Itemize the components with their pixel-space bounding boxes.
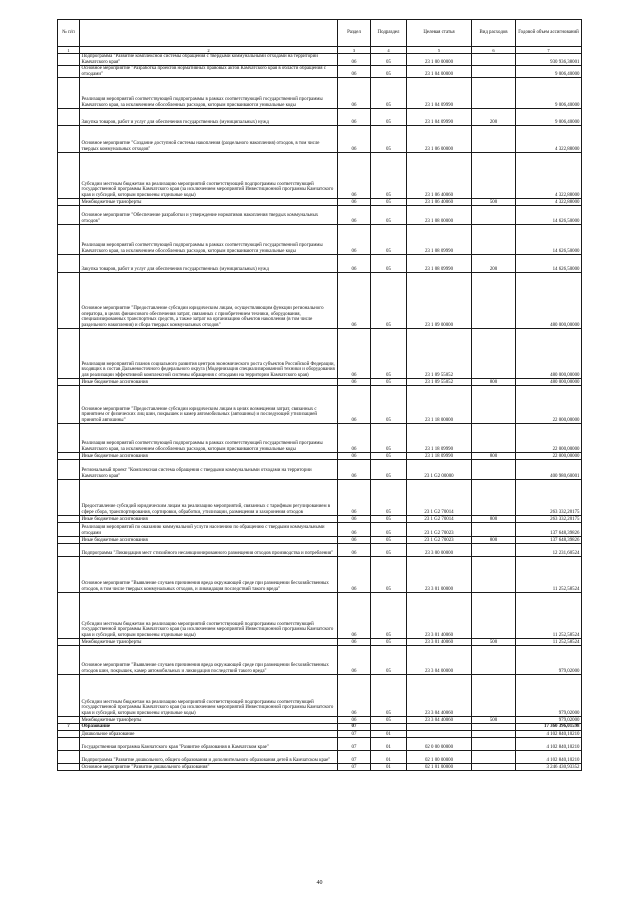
row-expense-type — [472, 460, 516, 480]
row-number — [58, 516, 80, 523]
row-razdel: 06 — [338, 153, 371, 199]
row-name: Основное мероприятие "Разработка проектов нормативных правовых актов Камчатского края в области обращения с отходами" — [80, 66, 338, 78]
row-amount: 979,02000 — [516, 675, 582, 717]
header-num: № п/п — [58, 20, 80, 47]
row-podrazdel — [371, 724, 407, 731]
row-target-article: 23 1 08 09990 — [407, 255, 472, 273]
row-razdel: 06 — [338, 639, 371, 646]
table-row — [58, 273, 582, 329]
table-row — [58, 717, 582, 724]
row-podrazdel: 01 — [371, 751, 407, 764]
row-podrazdel: 05 — [371, 255, 407, 273]
row-target-article: 23 3 04 40060 — [407, 717, 472, 724]
row-expense-type — [472, 751, 516, 764]
row-razdel: 06 — [338, 126, 371, 153]
row-podrazdel: 05 — [371, 537, 407, 544]
row-expense-type — [472, 557, 516, 593]
row-number — [58, 153, 80, 199]
table-row — [58, 460, 582, 480]
table-row — [58, 199, 582, 206]
table-row — [58, 537, 582, 544]
row-name: Государственная программа Камчатского края "Развитие образования в Камчатском крае" — [80, 738, 338, 751]
row-razdel: 06 — [338, 593, 371, 639]
row-razdel: 06 — [338, 453, 371, 460]
table-row — [58, 453, 582, 460]
row-target-article: 23 1 G2 70023 — [407, 523, 472, 537]
row-name: Основное мероприятие "Предоставление субсидии юридическим лицам, осуществляющим функции регионального оператора, в целях финансового обеспечения затрат, связанных с приобретением техники, оборудования, специализированных транспортных средств, а также затрат на организацию объектов накопления (в том числе раздельного накопления) и сбора твердых коммунальных отходов" — [80, 273, 338, 329]
row-podrazdel: 05 — [371, 523, 407, 537]
header-expense-type: Вид расходов — [472, 20, 516, 47]
row-amount: 4 102 840,10210 — [516, 731, 582, 738]
table-row — [58, 126, 582, 153]
row-target-article: 23 1 06 40060 — [407, 153, 472, 199]
row-expense-type — [472, 126, 516, 153]
row-razdel: 07 — [338, 751, 371, 764]
row-expense-type — [472, 206, 516, 225]
row-podrazdel: 05 — [371, 593, 407, 639]
row-target-article: 02 1 00 00000 — [407, 751, 472, 764]
row-name: Предоставление субсидий юридическим лицам на реализацию мероприятий, связанных с тарифным регулированием в сфере сбора, транспортирования, сортировки, обработки, утилизации, размещения и захоронения отходов — [80, 480, 338, 516]
row-number — [58, 537, 80, 544]
header-razdel: Раздел — [338, 20, 371, 47]
row-number — [58, 675, 80, 717]
row-target-article: 23 1 00 00000 — [407, 54, 472, 66]
row-name: Субсидии местным бюджетам на реализацию мероприятий соответствующей подпрограммы соответствующей государственной программы Камчатского края (за исключением мероприятий Инвестиционной программы Камчатского края и субсидий, которым присвоены отдельные коды) — [80, 153, 338, 199]
row-podrazdel: 05 — [371, 544, 407, 557]
row-podrazdel: 05 — [371, 480, 407, 516]
row-amount: 3 246 430,93352 — [516, 764, 582, 771]
row-podrazdel: 05 — [371, 639, 407, 646]
row-name: Основное мероприятие "Обеспечение разработки и утверждение нормативов накопления твердых коммунальных отходов" — [80, 206, 338, 225]
column-index: 7 — [516, 47, 582, 54]
row-name: Основное мероприятие "Развитие дошкольного образования" — [80, 764, 338, 771]
row-target-article: 23 3 01 40060 — [407, 593, 472, 639]
row-razdel: 06 — [338, 523, 371, 537]
row-name: Реализация мероприятий соответствующей подпрограммы в рамках соответствующей государственной программы Камчатского края, за исключением обособленных расходов, которым присваиваются уникальные коды — [80, 78, 338, 109]
table-row — [58, 639, 582, 646]
row-number — [58, 460, 80, 480]
row-podrazdel: 05 — [371, 78, 407, 109]
row-target-article: 23 1 18 00000 — [407, 386, 472, 424]
row-podrazdel: 05 — [371, 153, 407, 199]
header-annual-amount: Годовой объем ассигнований — [516, 20, 582, 47]
row-name: Дошкольное образование — [80, 731, 338, 738]
row-number — [58, 66, 80, 78]
row-number: 7 — [58, 724, 80, 731]
row-razdel: 06 — [338, 379, 371, 386]
table-row — [58, 109, 582, 126]
row-name: Подпрограмма "Ликвидация мест стихийного несанкционированного размещения отходов производства и потребления" — [80, 544, 338, 557]
row-amount: 930 936,38001 — [516, 54, 582, 66]
row-razdel: 07 — [338, 738, 371, 751]
table-row — [58, 424, 582, 453]
row-expense-type — [472, 764, 516, 771]
row-name: Основное мероприятие "Выявление случаев причинения вреда окружающей среде при размещении бесхозяйственных отходов, в том числе твердых коммунальных отходов, и ликвидация последствий такого вреда" — [80, 557, 338, 593]
row-expense-type: 800 — [472, 516, 516, 523]
row-expense-type — [472, 738, 516, 751]
row-amount: 979,02000 — [516, 717, 582, 724]
row-razdel: 06 — [338, 557, 371, 593]
row-expense-type — [472, 54, 516, 66]
row-podrazdel: 05 — [371, 386, 407, 424]
row-razdel: 06 — [338, 78, 371, 109]
table-row — [58, 54, 582, 66]
row-target-article: 23 1 18 09990 — [407, 424, 472, 453]
row-razdel: 06 — [338, 273, 371, 329]
table-row — [58, 153, 582, 199]
row-number — [58, 273, 80, 329]
row-number — [58, 738, 80, 751]
row-target-article: 23 1 09 55052 — [407, 329, 472, 379]
row-target-article: 23 3 01 00000 — [407, 557, 472, 593]
row-name: Основное мероприятие "Создание доступной системы накопления (раздельного накопления) отходов, в том числе твердых коммунальных отходов" — [80, 126, 338, 153]
row-expense-type — [472, 593, 516, 639]
budget-table — [57, 19, 582, 771]
row-razdel: 06 — [338, 66, 371, 78]
row-name: Закупка товаров, работ и услуг для обеспечения государственных (муниципальных) нужд — [80, 255, 338, 273]
row-amount: 480 000,00000 — [516, 379, 582, 386]
row-razdel: 06 — [338, 225, 371, 255]
row-podrazdel: 05 — [371, 717, 407, 724]
row-razdel: 06 — [338, 544, 371, 557]
row-target-article: 23 1 08 00000 — [407, 206, 472, 225]
row-name: Межбюджетные трансферты — [80, 639, 338, 646]
row-expense-type — [472, 66, 516, 78]
row-target-article — [407, 724, 472, 731]
row-podrazdel: 05 — [371, 516, 407, 523]
row-number — [58, 544, 80, 557]
row-amount: 979,02000 — [516, 646, 582, 675]
row-amount: 4 322,88000 — [516, 126, 582, 153]
row-name: Межбюджетные трансферты — [80, 199, 338, 206]
row-target-article: 23 1 08 09990 — [407, 225, 472, 255]
row-amount: 11 252,58524 — [516, 639, 582, 646]
row-amount: 9 006,40000 — [516, 78, 582, 109]
table-row — [58, 646, 582, 675]
row-target-article: 23 3 04 00000 — [407, 646, 472, 675]
row-podrazdel: 05 — [371, 646, 407, 675]
row-amount: 9 006,40000 — [516, 109, 582, 126]
row-razdel: 07 — [338, 764, 371, 771]
row-number — [58, 523, 80, 537]
row-number — [58, 225, 80, 255]
row-razdel: 06 — [338, 54, 371, 66]
row-amount: 11 252,58524 — [516, 557, 582, 593]
row-target-article: 23 1 06 40060 — [407, 199, 472, 206]
table-row — [58, 379, 582, 386]
row-amount: 22 000,00000 — [516, 386, 582, 424]
row-expense-type — [472, 480, 516, 516]
column-index: 2 — [80, 47, 338, 54]
table-row — [58, 724, 582, 731]
row-podrazdel: 01 — [371, 764, 407, 771]
row-amount: 480 000,00000 — [516, 329, 582, 379]
row-podrazdel: 05 — [371, 460, 407, 480]
row-name: Реализация мероприятий по оказанию коммунальной услуги населению по обращению с твердыми коммунальными отходами — [80, 523, 338, 537]
row-number — [58, 731, 80, 738]
row-podrazdel: 01 — [371, 738, 407, 751]
row-name: Реализация мероприятий соответствующей подпрограммы в рамках соответствующей государственной программы Камчатского края, за исключением обособленных расходов, которым присваиваются уникальные коды — [80, 225, 338, 255]
row-amount: 12 231,60524 — [516, 544, 582, 557]
row-podrazdel: 05 — [371, 225, 407, 255]
row-razdel: 06 — [338, 329, 371, 379]
row-podrazdel: 05 — [371, 379, 407, 386]
row-name: Подпрограмма "Развитие дошкольного, общего образования и дополнительного образования детей в Камчатском крае" — [80, 751, 338, 764]
row-expense-type: 800 — [472, 379, 516, 386]
row-number — [58, 480, 80, 516]
row-amount: 4 322,88000 — [516, 153, 582, 199]
row-name: Закупка товаров, работ и услуг для обеспечения государственных (муниципальных) нужд — [80, 109, 338, 126]
row-name: Субсидии местным бюджетам на реализацию мероприятий соответствующей подпрограммы соответствующей государственной программы Камчатского края (за исключением мероприятий Инвестиционной программы Камчатского края и субсидий, которым присвоены отдельные коды) — [80, 593, 338, 639]
row-number — [58, 206, 80, 225]
table-row — [58, 78, 582, 109]
row-name: Основное мероприятие "Предоставление субсидии юридическим лицам в целях возмещения затрат, связанных с принятием от физических лиц шин, покрышек и камер автомобильных (автошины) и последующей утилизацией принятой автошины" — [80, 386, 338, 424]
row-target-article: 23 1 04 09990 — [407, 109, 472, 126]
table-row — [58, 480, 582, 516]
row-podrazdel: 05 — [371, 675, 407, 717]
row-target-article: 23 1 04 00000 — [407, 66, 472, 78]
header-podrazdel: Подраздел — [371, 20, 407, 47]
row-name: Иные бюджетные ассигнования — [80, 453, 338, 460]
table-row — [58, 255, 582, 273]
row-name: Межбюджетные трансферты — [80, 717, 338, 724]
row-number — [58, 764, 80, 771]
row-expense-type — [472, 153, 516, 199]
table-row — [58, 544, 582, 557]
row-target-article: 23 3 01 40060 — [407, 639, 472, 646]
row-target-article: 02 1 01 00000 — [407, 764, 472, 771]
row-amount: 263 332,20175 — [516, 480, 582, 516]
table-row — [58, 516, 582, 523]
row-expense-type — [472, 724, 516, 731]
row-number — [58, 386, 80, 424]
table-row — [58, 764, 582, 771]
row-podrazdel: 05 — [371, 424, 407, 453]
row-amount: 480 000,00000 — [516, 273, 582, 329]
row-target-article: 23 1 18 09990 — [407, 453, 472, 460]
row-razdel: 07 — [338, 731, 371, 738]
row-number — [58, 126, 80, 153]
row-amount: 11 252,58524 — [516, 593, 582, 639]
row-target-article: 23 1 06 00000 — [407, 126, 472, 153]
row-amount: 9 006,40000 — [516, 66, 582, 78]
row-podrazdel: 05 — [371, 206, 407, 225]
row-expense-type — [472, 329, 516, 379]
page-number: 40 — [316, 880, 323, 886]
row-target-article: 23 3 00 00000 — [407, 544, 472, 557]
row-podrazdel: 05 — [371, 453, 407, 460]
row-number — [58, 453, 80, 460]
row-razdel: 07 — [338, 724, 371, 731]
row-razdel: 06 — [338, 537, 371, 544]
row-razdel: 06 — [338, 199, 371, 206]
row-expense-type — [472, 675, 516, 717]
row-number — [58, 78, 80, 109]
row-razdel: 06 — [338, 516, 371, 523]
row-razdel: 06 — [338, 109, 371, 126]
table-row — [58, 206, 582, 225]
row-number — [58, 751, 80, 764]
row-podrazdel: 05 — [371, 329, 407, 379]
table-body — [58, 54, 582, 771]
row-expense-type — [472, 646, 516, 675]
row-target-article: 02 0 00 00000 — [407, 738, 472, 751]
row-target-article: 23 1 G2 00000 — [407, 460, 472, 480]
row-razdel: 06 — [338, 646, 371, 675]
row-number — [58, 593, 80, 639]
row-amount: 17 360 396,01598 — [516, 724, 582, 731]
row-expense-type: 800 — [472, 453, 516, 460]
row-razdel: 06 — [338, 675, 371, 717]
row-razdel: 06 — [338, 717, 371, 724]
row-amount: 22 000,00000 — [516, 453, 582, 460]
row-target-article: 23 1 G2 70014 — [407, 516, 472, 523]
row-number — [58, 717, 80, 724]
row-amount: 4 322,88000 — [516, 199, 582, 206]
row-razdel: 06 — [338, 424, 371, 453]
row-amount: 400 980,60001 — [516, 460, 582, 480]
table-row — [58, 329, 582, 379]
table-row — [58, 557, 582, 593]
row-expense-type: 800 — [472, 537, 516, 544]
row-amount: 4 102 840,10210 — [516, 738, 582, 751]
row-expense-type — [472, 78, 516, 109]
row-razdel: 06 — [338, 460, 371, 480]
row-podrazdel: 01 — [371, 731, 407, 738]
row-target-article: 23 3 04 40060 — [407, 675, 472, 717]
row-number — [58, 199, 80, 206]
column-index: 1 — [58, 47, 80, 54]
row-expense-type: 500 — [472, 199, 516, 206]
table-row — [58, 675, 582, 717]
row-name: Основное мероприятие "Выявление случаев причинения вреда окружающей среде при размещении бесхозяйственных отходов шин, покрышек, камер автомобильных и ликвидация последствий такого вреда" — [80, 646, 338, 675]
row-target-article: 23 1 G2 70014 — [407, 480, 472, 516]
row-amount: 14 626,50000 — [516, 255, 582, 273]
row-amount: 22 000,00000 — [516, 424, 582, 453]
table-row — [58, 225, 582, 255]
row-target-article: 23 1 04 09990 — [407, 78, 472, 109]
row-target-article: 23 1 09 55052 — [407, 379, 472, 386]
row-razdel: 06 — [338, 255, 371, 273]
table-row — [58, 523, 582, 537]
column-index: 4 — [371, 47, 407, 54]
row-number — [58, 54, 80, 66]
row-number — [58, 255, 80, 273]
row-expense-type — [472, 424, 516, 453]
row-number — [58, 557, 80, 593]
row-amount: 137 648,39826 — [516, 537, 582, 544]
row-amount: 14 626,50000 — [516, 225, 582, 255]
row-expense-type: 200 — [472, 255, 516, 273]
row-expense-type: 500 — [472, 639, 516, 646]
row-amount: 4 102 840,10210 — [516, 751, 582, 764]
row-number — [58, 329, 80, 379]
row-name: Иные бюджетные ассигнования — [80, 379, 338, 386]
row-expense-type — [472, 225, 516, 255]
row-number — [58, 639, 80, 646]
row-amount: 14 626,50000 — [516, 206, 582, 225]
row-podrazdel: 05 — [371, 54, 407, 66]
row-number — [58, 424, 80, 453]
row-target-article — [407, 731, 472, 738]
row-podrazdel: 05 — [371, 199, 407, 206]
table-row — [58, 66, 582, 78]
table-row — [58, 738, 582, 751]
table-row — [58, 386, 582, 424]
row-expense-type — [472, 386, 516, 424]
row-number — [58, 109, 80, 126]
column-index-row — [58, 47, 582, 54]
row-number — [58, 379, 80, 386]
row-expense-type — [472, 523, 516, 537]
column-index: 5 — [407, 47, 472, 54]
row-podrazdel: 05 — [371, 557, 407, 593]
row-name: Реализация мероприятий соответствующей подпрограммы в рамках соответствующей государственной программы Камчатского края, за исключением обособленных расходов, которым присваиваются уникальные коды — [80, 424, 338, 453]
table-row — [58, 593, 582, 639]
table-header — [58, 20, 582, 54]
table-row — [58, 751, 582, 764]
row-target-article: 23 1 G2 70023 — [407, 537, 472, 544]
header-target-article: Целевая статья — [407, 20, 472, 47]
row-amount: 263 332,20175 — [516, 516, 582, 523]
row-podrazdel: 05 — [371, 109, 407, 126]
row-name: Региональный проект "Комплексная система обращения с твердыми коммунальными отходами на территории Камчатского края" — [80, 460, 338, 480]
row-podrazdel: 05 — [371, 273, 407, 329]
row-expense-type: 500 — [472, 717, 516, 724]
row-razdel: 06 — [338, 480, 371, 516]
column-index: 3 — [338, 47, 371, 54]
table-row — [58, 731, 582, 738]
row-name: Иные бюджетные ассигнования — [80, 516, 338, 523]
row-name: Подпрограмма "Развитие комплексной системы обращения с твердыми коммунальными отходами на территории Камчатского края" — [80, 54, 338, 66]
row-name: Образование — [80, 724, 338, 731]
row-expense-type — [472, 731, 516, 738]
row-number — [58, 646, 80, 675]
row-target-article: 23 1 09 00000 — [407, 273, 472, 329]
row-name: Субсидии местным бюджетам на реализацию мероприятий соответствующей подпрограммы соответствующей государственной программы Камчатского края (за исключением мероприятий Инвестиционной программы Камчатского края и субсидий, которым присвоены отдельные коды) — [80, 675, 338, 717]
row-amount: 137 648,39826 — [516, 523, 582, 537]
column-index: 6 — [472, 47, 516, 54]
row-razdel: 06 — [338, 206, 371, 225]
header-name — [80, 20, 338, 47]
row-expense-type — [472, 273, 516, 329]
row-expense-type — [472, 544, 516, 557]
row-podrazdel: 05 — [371, 126, 407, 153]
row-name: Иные бюджетные ассигнования — [80, 537, 338, 544]
row-razdel: 06 — [338, 386, 371, 424]
row-expense-type: 200 — [472, 109, 516, 126]
row-podrazdel: 05 — [371, 66, 407, 78]
row-name: Реализация мероприятий планов социального развития центров экономического роста субъектов Российской Федерации, входящих в состав Дальневосточного федерального округа (Модернизация специализированной техники и оборудования для реализации эффективной комплексной системы обращения с отходами на территории Камчатского края) — [80, 329, 338, 379]
